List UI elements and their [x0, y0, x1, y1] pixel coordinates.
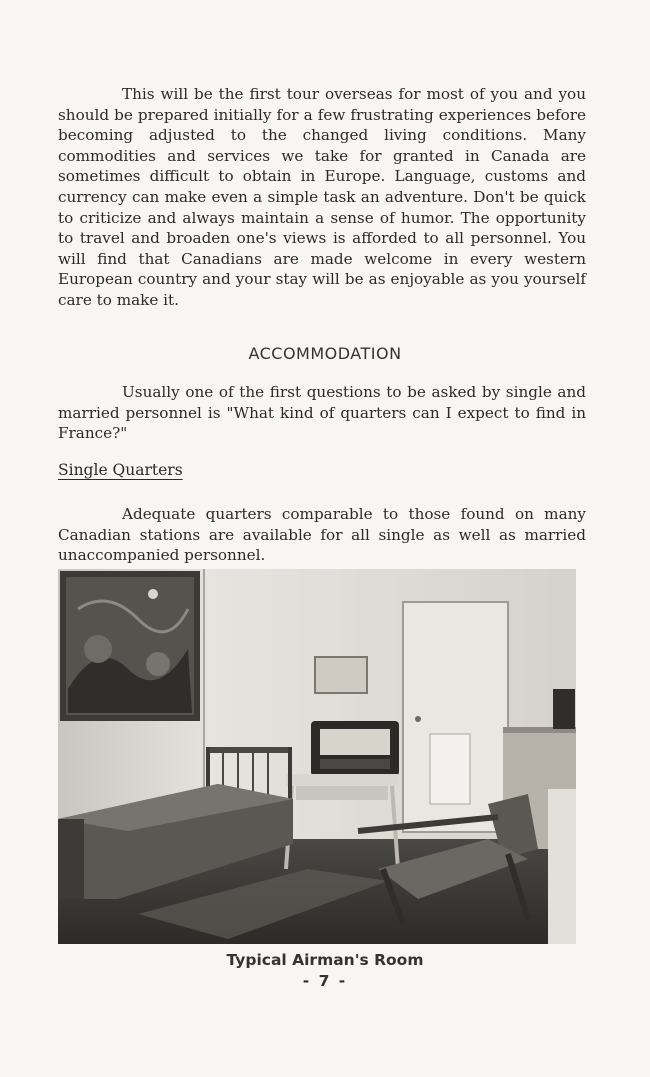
page-number: - 7 - — [302, 972, 348, 990]
single-quarters-paragraph: Adequate quarters comparable to those found on many Canadian stations are available for all single as well as married unaccompanied personnel. — [58, 505, 586, 565]
photo-caption: Typical Airman's Room — [226, 951, 424, 969]
intro-paragraph: This will be the first tour overseas for most of you and you should be prepared initially for a few frustrating experiences before becoming adjusted to the changed living conditions. Many commodities and services we take for granted in Canada are sometimes difficult to obtain in Europe. Language, customs and currency can make even a simple task an adventure. Don't be quick to criticize and always maintain a sense of humor. The opportunity to travel and broaden one's views is afforded to all personnel. You will find that Canadians are made welcome in every western European country and your stay will be as enjoyable as you yourself care to make it. — [58, 85, 586, 309]
airmans-room-photo — [58, 569, 576, 944]
subsection-heading-single-quarters: Single Quarters — [58, 461, 183, 479]
section-heading-accommodation: ACCOMMODATION — [248, 344, 402, 363]
accommodation-paragraph: Usually one of the first questions to be asked by single and married personnel is "What kind of quarters can I expect to find in France?" — [58, 383, 586, 443]
